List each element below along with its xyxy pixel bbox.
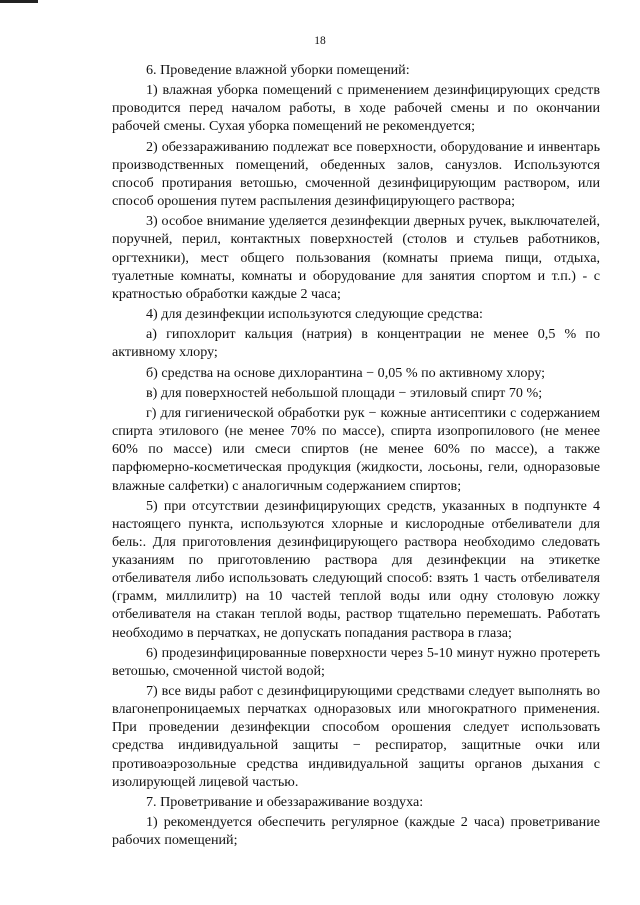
paragraph-7-1: 1) рекомендуется обеспечить регулярное (каждые 2 часа) проветривание рабочих помещений;	[112, 814, 600, 849]
section-heading-7: 7. Проветривание и обеззараживание воздуха:	[146, 793, 424, 810]
scan-corner-mark	[0, 0, 38, 3]
paragraph-6-4: 4) для дезинфекции используются следующие средства:	[146, 305, 483, 322]
section-heading-6: 6. Проведение влажной уборки помещений:	[146, 62, 410, 78]
paragraph-6-4-a: а) гипохлорит кальция (натрия) в концентрации не менее 0,5 % по активному хлору;	[112, 326, 600, 361]
paragraph-6-6: 6) продезинфицированные поверхности через 5-10 минут нужно протереть ветошью, смоченной чистой водой;	[112, 644, 600, 679]
paragraph-6-4-b: б) средства на основе дихлорантина − 0,05 % по активному хлору;	[146, 364, 546, 381]
paragraph-6-2: 2) обеззараживанию подлежат все поверхности, оборудование и инвентарь производственных помещений, обеденных залов, санузлов. Используются способ протирания ветошью, смоченной дезинфицирующим раствором, или способ орошения путем распыления дезинфицирующего раствора;	[112, 138, 600, 210]
paragraph-6-3: 3) особое внимание уделяется дезинфекции дверных ручек, выключателей, поручней, перил, контактных поверхностей (столов и стульев работников, оргтехники), мест общего пользования (комнаты приема пищи, отдыха, туалетные комнаты, комнаты и оборудование для занятия спортом и т.п.) - с кратностью обработки каждые 2 часа;	[112, 213, 600, 302]
document-body	[112, 61, 600, 852]
paragraph-6-4-v: в) для поверхностей небольшой площади − этиловый спирт 70 %;	[146, 384, 543, 401]
paragraph-6-7: 7) все виды работ с дезинфицирующими средствами следует выполнять во влагонепроницаемых перчатках одноразовых или многократного применения. При проведении дезинфекции способом орошения следует использовать средства индивидуальной защиты − респиратор, защитные очки или противоаэрозольные средства индивидуальной защиты органов дыхания с изолирующей лицевой частью.	[112, 683, 600, 790]
paragraph-6-4-g: г) для гигиенической обработки рук − кожные антисептики с содержанием спирта этилового (не менее 70% по массе), спирта изопропилового (не менее 60% по массе) или смеси спиртов (не менее 60% по массе), а также парфюмерно-косметическая продукция (жидкости, лосьоны, гели, одноразовые влажные салфетки) с аналогичным содержанием спиртов;	[112, 405, 600, 494]
paragraph-6-1: 1) влажная уборка помещений с применением дезинфицирующих средств проводится перед началом работы, в ходе рабочей смены и по окончании рабочей смены. Сухая уборка помещений не рекомендуется;	[112, 82, 600, 135]
paragraph-6-5: 5) при отсутствии дезинфицирующих средств, указанных в подпункте 4 настоящего пункта, используются хлорные и кислородные отбеливатели для бель:. Для приготовления дезинфицирующего раствора необходимо следовать указаниям по приготовлению раствора для дезинфекции на этикетке отбеливателя либо использовать следующий способ: взять 1 часть отбеливателя (грамм, миллилитр) на 10 частей теплой воды или одну столовую ложку отбеливателя на стакан теплой воды, раствор тщательно перемешать. Работать необходимо в перчатках, не допускать попадания раствора в глаза;	[112, 497, 600, 641]
page-number: 18	[314, 35, 326, 47]
